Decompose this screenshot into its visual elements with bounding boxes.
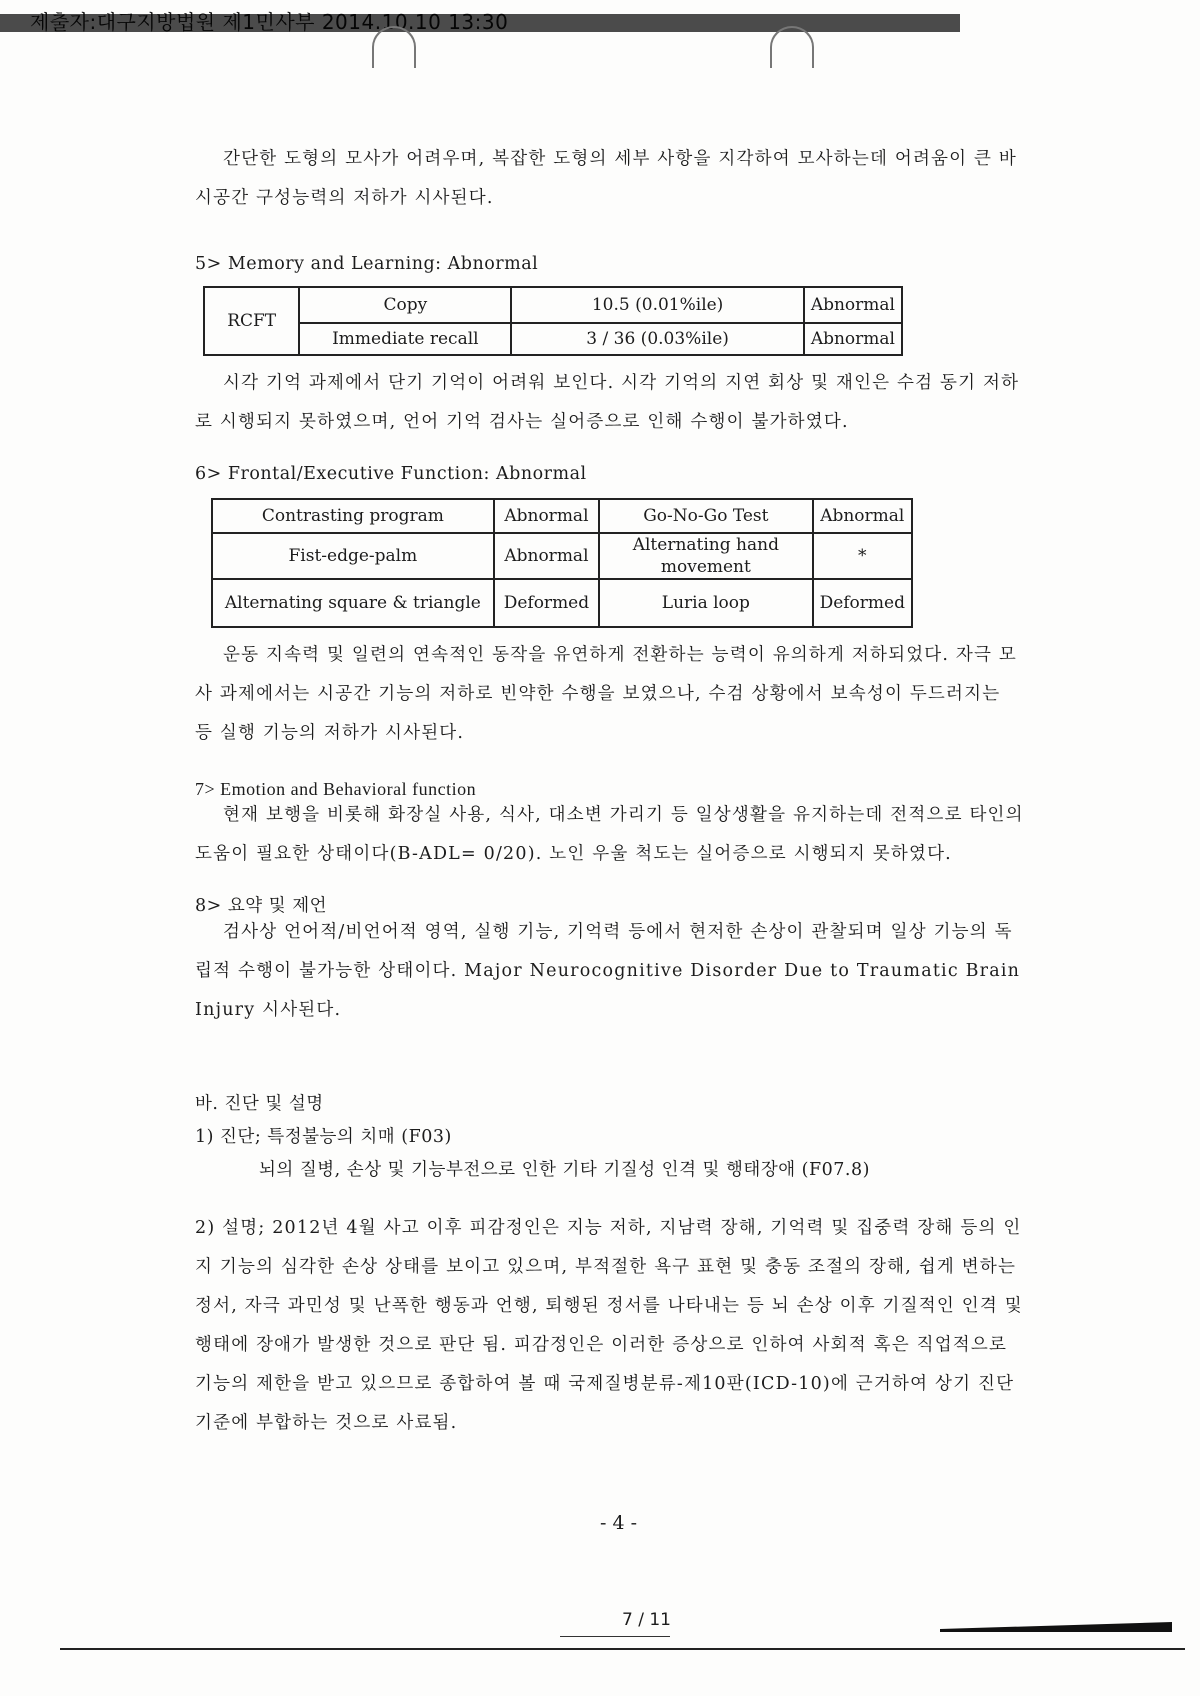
- rcft-label: RCFT: [204, 287, 299, 355]
- footer-rule: [60, 1648, 1185, 1650]
- summary-paragraph: 검사상 언어적/비언어적 영역, 실행 기능, 기억력 등에서 현저한 손상이 관찰되며 일상 기능의 독립적 수행이 불가능한 상태이다. Major Neurocognitive Disorder Due to Traumatic Brain Injury 시사된다.: [195, 922, 1021, 1020]
- diagnosis-heading: 바. 진단 및 설명: [195, 1094, 324, 1114]
- table-cell: Abnormal: [494, 533, 599, 579]
- diagnosis-line-1: 1) 진단; 특정불능의 치매 (F03): [195, 1127, 452, 1147]
- table-cell: 3 / 36 (0.03%ile): [511, 323, 803, 355]
- table-cell: Contrasting program: [212, 499, 494, 533]
- table-cell: Alternating square & triangle: [212, 579, 494, 627]
- table-cell: Fist-edge-palm: [212, 533, 494, 579]
- memory-paragraph: 시각 기억 과제에서 단기 기억이 어려워 보인다. 시각 기억의 지연 회상 및 재인은 수검 동기 저하로 시행되지 못하였으며, 언어 기억 검사는 실어증으로 인해 수행이 불가하였다.: [195, 373, 1020, 432]
- document-body: [195, 140, 1025, 1443]
- footer-rule-thick: [940, 1622, 1172, 1632]
- table-cell: Deformed: [494, 579, 599, 627]
- table-cell: Luria loop: [599, 579, 812, 627]
- table-cell: Deformed: [813, 579, 912, 627]
- fax-page-count: 7 / 11: [622, 1610, 671, 1630]
- table-cell: Abnormal: [494, 499, 599, 533]
- frontal-table: [211, 498, 913, 628]
- footer-rule-short: [560, 1636, 670, 1637]
- frontal-heading: 6> Frontal/Executive Function: Abnormal: [195, 464, 587, 484]
- emotion-heading: 7> Emotion and Behavioral function: [195, 779, 477, 799]
- table-cell: 10.5 (0.01%ile): [511, 287, 803, 323]
- fax-header: [0, 0, 1200, 40]
- rcft-table: [203, 286, 903, 356]
- frontal-paragraph: 운동 지속력 및 일련의 연속적인 동작을 유연하게 전환하는 능력이 유의하게 저하되었다. 자극 모사 과제에서는 시공간 기능의 저하로 빈약한 수행을 보였으나, 수검 상황에서 보속성이 두드러지는 등 실행 기능의 저하가 시사된다.: [195, 645, 1018, 743]
- emotion-paragraph: 현재 보행을 비롯해 화장실 사용, 식사, 대소변 가리기 등 일상생활을 유지하는데 전적으로 타인의 도움이 필요한 상태이다(B-ADL= 0/20). 노인 우울 척도는 실어증으로 시행되지 못하였다.: [195, 805, 1024, 864]
- page-number: - 4 -: [600, 1512, 638, 1534]
- memory-heading: 5> Memory and Learning: Abnormal: [195, 254, 539, 274]
- table-cell: Abnormal: [804, 323, 902, 355]
- diagnosis-line-2: 뇌의 질병, 손상 및 기능부전으로 인한 기타 기질성 인격 및 행태장애 (F07.8): [259, 1160, 870, 1180]
- table-cell: *: [813, 533, 912, 579]
- table-cell: Copy: [299, 287, 511, 323]
- fax-header-text: 제출자:대구지방법원 제1민사부 2014.10.10 13:30: [30, 10, 509, 34]
- summary-heading: 8> 요약 및 제언: [195, 896, 328, 916]
- table-cell: Immediate recall: [299, 323, 511, 355]
- table-cell: Go-No-Go Test: [599, 499, 812, 533]
- punch-hole-mark: [770, 26, 814, 68]
- diagnosis-explanation: 2) 설명; 2012년 4월 사고 이후 피감정인은 지능 저하, 지남력 장해, 기억력 및 집중력 장해 등의 인지 기능의 심각한 손상 상태를 보이고 있으며, 부적절한 욕구 표현 및 충동 조절의 장해, 쉽게 변하는 정서, 자극 과민성 및 난폭한 행동과 언행, 퇴행된 정서를 나타내는 등 뇌 손상 이후 기질적인 인격 및 행태에 장애가 발생한 것으로 판단 됨. 피감정인은 이러한 증상으로 인하여 사회적 혹은 직업적으로 기능의 제한을 받고 있으므로 종합하여 볼 때 국제질병분류-제10판(ICD-10)에 근거하여 상기 진단 기준에 부합하는 것으로 사료됨.: [195, 1218, 1023, 1433]
- punch-hole-mark: [372, 26, 416, 68]
- intro-paragraph: 간단한 도형의 모사가 어려우며, 복잡한 도형의 세부 사항을 지각하여 모사하는데 어려움이 큰 바 시공간 구성능력의 저하가 시사된다.: [195, 149, 1018, 208]
- table-cell: Alternating hand movement: [599, 533, 812, 579]
- table-cell: Abnormal: [804, 287, 902, 323]
- table-cell: Abnormal: [813, 499, 912, 533]
